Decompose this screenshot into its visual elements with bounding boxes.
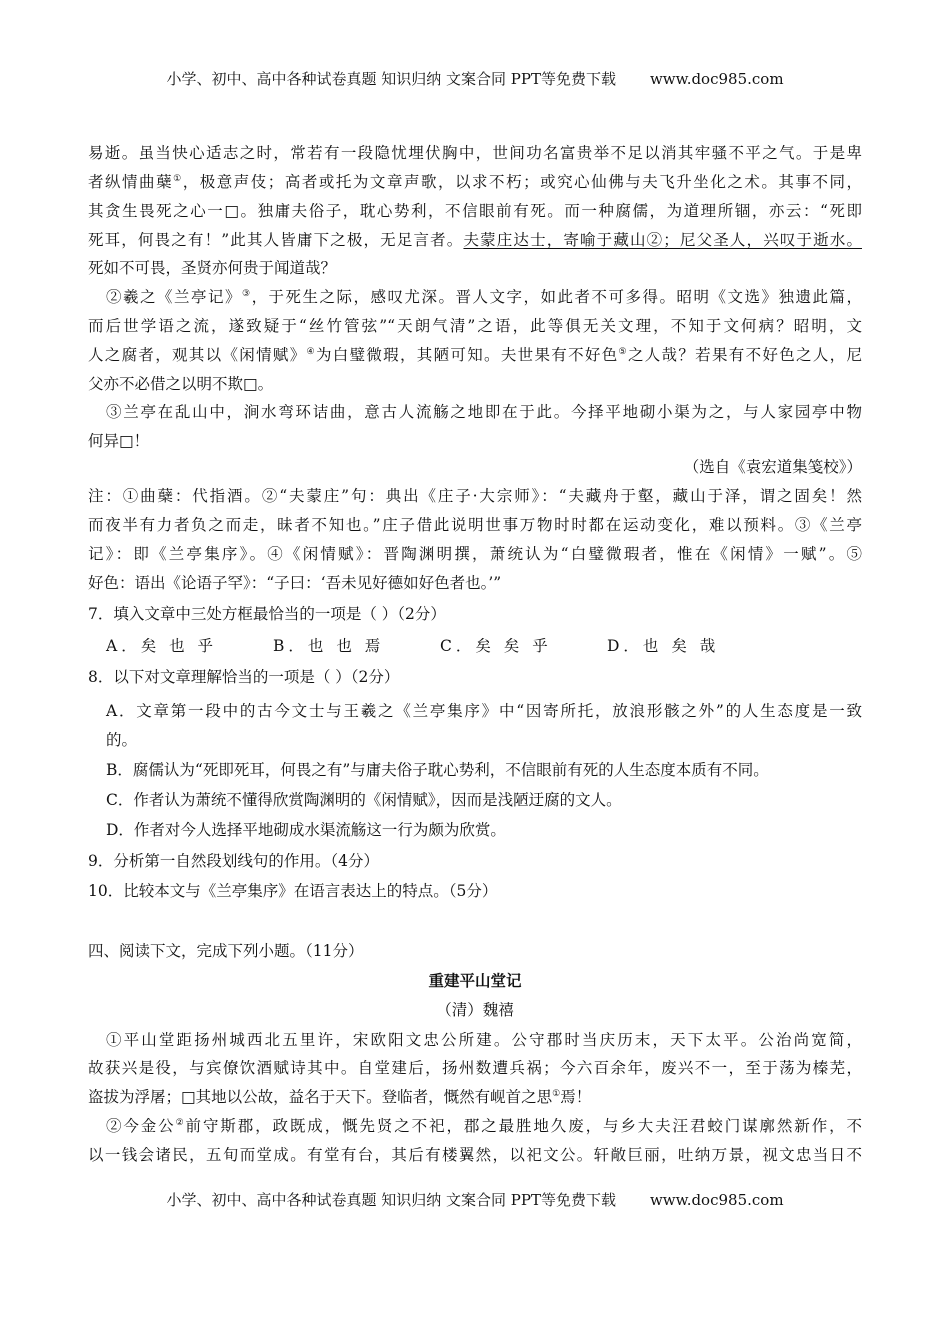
- text-line: [88, 431, 862, 451]
- text-run: （清）魏禧: [436, 1001, 514, 1019]
- text-line: [106, 402, 862, 422]
- header-text: 小学、初中、高中各种试卷真题 知识归纳 文案合同 PPT等免费下载: [166, 70, 616, 88]
- page-header: [0, 68, 950, 89]
- text-run: 8．以下对文章理解恰当的一项是（ ）（2分）: [88, 668, 400, 686]
- text-line: [0, 971, 950, 991]
- text-run: 盗拔为浮屠；□其地以公故，益名于天下。登临者，慨然有岘首之思: [88, 1088, 553, 1106]
- text-line: [106, 790, 862, 810]
- footnote-marker: ③: [241, 288, 252, 299]
- text-line: [88, 1145, 862, 1165]
- text-line: [106, 820, 862, 840]
- text-run: 焉！: [560, 1088, 592, 1106]
- text-run: 为白璧微瑕，其陋可知。夫世果有不好色: [315, 346, 619, 364]
- text-run: A．文章第一段中的古今文士与王羲之《兰亭集序》中“因寄所托，放浪形骸之外”的人生态度是一致: [106, 702, 862, 720]
- text-line: [88, 1087, 862, 1107]
- footnote-marker: ②: [175, 1117, 186, 1128]
- text-line: [88, 544, 862, 564]
- text-line: [88, 1058, 862, 1078]
- text-run: 何异□！: [88, 432, 150, 450]
- text-line: [106, 1116, 862, 1136]
- text-line: [88, 667, 862, 687]
- footnote-marker: ⑤: [618, 346, 628, 357]
- text-run: 以一钱会诸民，五旬而堂成。有堂有台，其后有楼翼然，以祀文公。轩敞巨丽，吐纳万景，视文忠当日不: [88, 1146, 862, 1164]
- text-line: [88, 143, 862, 163]
- text-run: B．腐儒认为“死即死耳，何畏之有”与庸夫俗子耽心势利，不信眼前有死的人生态度本质有不同。: [106, 761, 769, 779]
- text-line: [88, 172, 862, 192]
- text-run: 故获兴是役，与宾僚饮酒赋诗其中。自堂建后，扬州数遭兵祸；今六百余年，废兴不一，至于荡为榛芜，: [88, 1059, 862, 1077]
- text-line: [88, 374, 862, 394]
- text-run: 7．填入文章中三处方框最恰当的一项是（ ）（2分）: [88, 605, 446, 623]
- text-line: [88, 941, 862, 961]
- text-run: ①平山堂距扬州城西北五里许，宋欧阳文忠公所建。公守郡时当庆历末，天下太平。公治尚宽简，: [106, 1031, 862, 1049]
- text-line: [88, 515, 862, 535]
- text-run: 四、阅读下文，完成下列小题。（11分）: [88, 942, 364, 960]
- q7-option-d: D．也 矣 哉: [607, 637, 720, 655]
- footer-text: 小学、初中、高中各种试卷真题 知识归纳 文案合同 PPT等免费下载: [166, 1191, 616, 1209]
- q7-option-c: C．矣 矣 乎: [440, 637, 552, 655]
- q7-options: [106, 636, 862, 656]
- text-run: 10．比较本文与《兰亭集序》在语言表达上的特点。（5分）: [88, 882, 498, 900]
- text-run: 的。: [106, 731, 138, 749]
- text-run: 父亦不必借之以明不欺□。: [88, 375, 274, 393]
- text-line: [106, 287, 862, 307]
- text-line: [88, 201, 862, 221]
- footer-url: www.doc985.com: [649, 1191, 784, 1209]
- text-run: ，极意声伎；高者或托为文章声歌，以求不朽；或究心仙佛与夫飞升坐化之术。其事不同，: [182, 173, 862, 191]
- text-line: [106, 730, 862, 750]
- text-run: ②今金公: [106, 1117, 176, 1135]
- text-line: [88, 851, 862, 871]
- text-run: 之人哉？若果有不好色之人，尼: [627, 346, 862, 364]
- text-line: [88, 345, 862, 365]
- text-run: ，于死生之际，感叹尤深。晋人文字，如此者不可多得。昭明《文选》独遗此篇，: [251, 288, 862, 306]
- text-line: [88, 316, 862, 336]
- text-run: 死如不可畏，圣贤亦何贵于闻道哉？: [88, 259, 337, 277]
- text-run: 死耳，何畏之有！”此其人皆庸下之极，无足言者。: [88, 231, 464, 249]
- text-run: 而后世学语之流，遂致疑于“丝竹管弦”“天朗气清”之语，此等俱无关文理，不知于文何病？昭明，文: [88, 317, 862, 335]
- q7-option-b: B．也 也 焉: [273, 637, 385, 655]
- text-run: 人之腐者，观其以《闲情赋》: [88, 346, 307, 364]
- text-line: [88, 457, 862, 477]
- text-run: 重建平山堂记: [428, 971, 522, 990]
- text-line: [88, 604, 862, 624]
- text-line: [88, 258, 862, 278]
- text-line: [88, 230, 862, 250]
- text-run: ③兰亭在乱山中，涧水弯环诘曲，意古人流觞之地即在于此。今择平地砌小渠为之，与人家园亭中物: [106, 403, 862, 421]
- text-run: 注：①曲蘖：代指酒。②“夫蒙庄”句：典出《庄子·大宗师》：“夫藏舟于壑，藏山于泽，谓之固矣！然: [88, 487, 862, 505]
- text-line: [106, 1030, 862, 1050]
- text-run: 前守斯郡，政既成，慨先贤之不祀，郡之最胜地久废，与乡大夫汪君蛟门谋廓然新作，不: [185, 1117, 862, 1135]
- text-line: [106, 760, 862, 780]
- text-run: 好色：语出《论语子罕》：“子曰：‘吾未见好德如好色者也。’”: [88, 574, 502, 592]
- text-line: [106, 701, 862, 721]
- footnote-marker: ①: [173, 173, 183, 184]
- text-line: [88, 881, 862, 901]
- text-run: 记》：即《兰亭集序》。④《闲情赋》：晋陶渊明撰，萧统认为“白璧微瑕者，惟在《闲情》一赋”。⑤: [88, 545, 862, 563]
- text-run: 其贪生畏死之心一□。独庸夫俗子，耽心势利，不信眼前有死。而一种腐儒，为道理所锢，亦云：“死即: [88, 202, 862, 220]
- footnote-marker: ①: [552, 1088, 561, 1099]
- header-url: www.doc985.com: [649, 70, 784, 88]
- text-line: [88, 573, 862, 593]
- text-line: [0, 1000, 950, 1020]
- q7-option-a: A．矣 也 乎: [106, 637, 218, 655]
- text-run: 而夜半有力者负之而走，昧者不知也。”庄子借此说明世事万物时时都在运动变化，难以预料。③《兰亭: [88, 516, 862, 534]
- text-run: 者纵情曲蘖: [88, 173, 174, 191]
- text-run: （选自《袁宏道集笺校》）: [683, 458, 862, 476]
- text-run: D．作者对今人选择平地砌成水渠流觞这一行为颇为欣赏。: [106, 821, 506, 839]
- text-line: [88, 486, 862, 506]
- text-run: C．作者认为萧统不懂得欣赏陶渊明的《闲情赋》，因而是浅陋迂腐的文人。: [106, 791, 622, 809]
- underlined-sentence: 夫蒙庄达士，寄喻于藏山②；尼父圣人，兴叹于逝水。: [463, 231, 862, 249]
- page-footer: [0, 1189, 950, 1210]
- text-run: ②羲之《兰亭记》: [106, 288, 242, 306]
- footnote-marker: ④: [306, 346, 316, 357]
- text-run: 9．分析第一自然段划线句的作用。（4分）: [88, 852, 379, 870]
- text-run: 易逝。虽当快心适志之时，常若有一段隐忧埋伏胸中，世间功名富贵举不足以消其牢骚不平之气。于是卑: [88, 144, 862, 162]
